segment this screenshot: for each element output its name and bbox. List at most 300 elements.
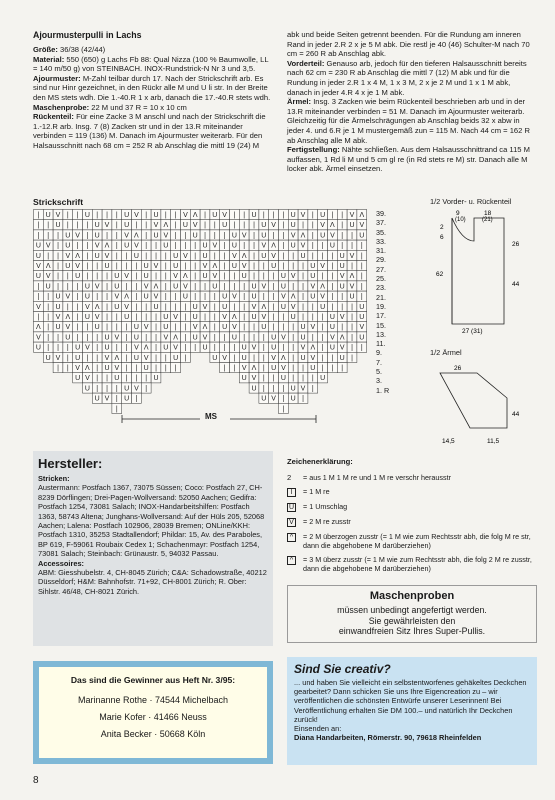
chart-symbol: U: [241, 344, 247, 352]
chart-symbol: U: [271, 365, 277, 372]
chart-symbol: U: [271, 344, 277, 352]
row-label: 39.: [376, 209, 386, 218]
stricken-label: Stricken:: [38, 474, 70, 483]
chart-symbol: U: [45, 212, 51, 219]
chart-symbol: V: [310, 324, 316, 332]
maschenproben-title: Maschenproben: [369, 590, 455, 602]
row-label: 3.: [376, 376, 382, 386]
chart-symbol: |: [76, 242, 79, 250]
chart-symbol: V: [153, 263, 159, 270]
chart-symbol: |: [262, 344, 265, 352]
winners-box: [33, 661, 273, 764]
chart-symbol: V: [36, 334, 41, 342]
chart-symbol: |: [262, 334, 265, 342]
chart-symbol: V: [222, 212, 227, 219]
chart-symbol: |: [96, 375, 99, 383]
chart-symbol: U: [320, 212, 326, 219]
chart-symbol: U: [310, 365, 316, 372]
chart-symbol: |: [37, 232, 40, 240]
chart-symbol: U: [163, 324, 169, 332]
legend-item: [287, 532, 537, 550]
chart-symbol: U: [280, 283, 286, 291]
chart-symbol: U: [339, 283, 345, 291]
chart-symbol: U: [104, 344, 110, 352]
chart-symbol: U: [359, 303, 365, 311]
chart-symbol: |: [115, 242, 118, 250]
chart-symbol: U: [320, 375, 326, 383]
legend-text: = 3 M überz zusstr (= 1 M wie zum Rechtsstr abh, die folg 2 M re zusstr, dann die abgehobene M darüberziehen): [303, 555, 532, 573]
chart-symbol: |: [282, 212, 285, 219]
chart-symbol: |: [115, 252, 118, 260]
row-label: 27.: [376, 264, 386, 274]
chart-symbol: |: [341, 232, 344, 240]
chart-symbol: |: [145, 252, 148, 260]
chart-symbol: |: [311, 314, 314, 321]
legend-text: = 1 M re: [303, 487, 330, 496]
chart-symbol: V: [359, 324, 365, 332]
chart-symbol: U: [65, 263, 71, 270]
chart-symbol: U: [251, 293, 257, 301]
knitting-chart: [33, 209, 368, 414]
chart-symbol: |: [135, 263, 138, 270]
chart-symbol: V: [241, 365, 247, 372]
row-label: 23.: [376, 283, 386, 293]
chart-symbol: |: [145, 334, 148, 342]
chart-symbol: |: [292, 365, 295, 372]
chart-symbol: Λ: [251, 365, 257, 372]
chart-symbol: |: [135, 314, 138, 321]
chart-symbol: Λ: [349, 273, 355, 281]
groesse-label: Größe:: [33, 45, 58, 54]
chart-symbol: |: [96, 385, 99, 393]
chart-symbol: |: [57, 242, 59, 250]
chart-symbol: Λ: [65, 314, 71, 321]
chart-symbol: V: [271, 252, 276, 260]
chart-symbol: Λ: [173, 334, 178, 342]
chart-symbol: |: [233, 222, 236, 230]
row-label: 17.: [376, 311, 386, 321]
chart-symbol: U: [114, 375, 120, 383]
chart-symbol: |: [292, 263, 295, 270]
chart-symbol: |: [223, 334, 226, 342]
fertig-paragraph: [287, 145, 537, 174]
chart-symbol: |: [174, 293, 177, 301]
chart-symbol: |: [57, 283, 59, 291]
chart-symbol: U: [251, 283, 257, 291]
chart-symbol: |: [341, 293, 344, 301]
chart-symbol: U: [173, 354, 179, 362]
chart-symbol: |: [184, 263, 187, 270]
chart-symbol: V: [134, 242, 139, 250]
chart-symbol: |: [174, 212, 177, 219]
chart-symbol: |: [302, 273, 304, 281]
chart-symbol: |: [174, 222, 177, 230]
chart-symbol: |: [115, 344, 118, 352]
chart-symbol: V: [349, 283, 355, 291]
chart-symbol: |: [233, 273, 236, 281]
ajourmuster-text: M-Zahl teilbar durch 17. Nach der Strickschrift arb. Es sind nur Hinr gezeichnet, in den Rückr alle M und U li str. In der Breite den MS stets wdh. Die 1.-40.R 1 x arb, danach die 17.-40.R stets wdh.: [33, 73, 271, 102]
chart-symbol: V: [202, 334, 208, 342]
chart-symbol: U: [182, 222, 188, 230]
chart-symbol: U: [153, 212, 159, 219]
chart-symbol: |: [115, 232, 118, 240]
chart-symbol: |: [341, 324, 344, 332]
chart-symbol: |: [302, 263, 304, 270]
chart-symbol: U: [143, 365, 149, 372]
chart-symbol: |: [155, 324, 157, 332]
chart-symbol: U: [143, 293, 149, 301]
chart-symbol: |: [262, 365, 265, 372]
chart-symbol: V: [290, 303, 296, 311]
legend-symbol: U: [288, 504, 295, 511]
chart-symbol: |: [302, 303, 304, 311]
chart-symbol: |: [184, 344, 187, 352]
chart-symbol: |: [302, 283, 304, 291]
chart-symbol: |: [243, 303, 246, 311]
chart-symbol: |: [184, 354, 187, 362]
chart-symbol: V: [251, 375, 257, 383]
chart-symbol: |: [243, 324, 246, 332]
row-label: 13.: [376, 329, 386, 339]
chart-symbol: |: [213, 293, 216, 301]
chart-symbol: U: [84, 385, 90, 393]
chart-symbol: V: [183, 252, 188, 260]
chart-symbol: |: [125, 354, 128, 362]
intro-text: abk und beide Seiten getrennt beenden. Für die Rundung am inneren Rand in jeder 2.R 2 x je 5 M abk. Die restl je 40 (46) Schulter-M nach 70 cm = 260 R ab Anschlag abk.: [287, 30, 530, 59]
chart-symbol: |: [272, 385, 275, 393]
chart-symbol: U: [222, 324, 228, 332]
chart-symbol: U: [124, 314, 130, 321]
chart-symbol: |: [66, 303, 69, 311]
chart-symbol: |: [243, 293, 246, 301]
rueckenteil-text: Für eine Zacke 3 M anschl und nach der Strickschrift die 1.-12.R arb. Insg. 7 (8) Zacken str und in der 13.R miteinander verbinden = 119 (136) M. Danach im Ajourmuster weiterarb. Für den Halsausschnitt nach 68 cm = 252 R ab Anschlag die mittl 19 (24) M: [33, 112, 266, 150]
chart-symbol: V: [65, 252, 71, 260]
chart-symbol: U: [359, 334, 365, 342]
ajourmuster-paragraph: [33, 74, 273, 103]
chart-symbol: |: [57, 344, 59, 352]
chart-symbol: U: [300, 252, 306, 260]
chart-symbol: V: [94, 242, 100, 250]
chart-symbol: |: [155, 314, 157, 321]
chart-symbol: V: [330, 334, 335, 342]
chart-symbol: V: [202, 263, 208, 270]
chart-symbol: |: [233, 344, 236, 352]
chart-symbol: |: [302, 293, 304, 301]
chart-symbol: U: [320, 232, 326, 240]
chart-symbol: U: [45, 354, 51, 362]
legend-item: [287, 487, 537, 497]
chart-symbol: U: [153, 232, 159, 240]
chart-symbol: U: [133, 252, 139, 260]
chart-symbol: |: [194, 273, 197, 281]
chart-symbol: V: [202, 303, 208, 311]
chart-symbol: U: [192, 334, 198, 342]
chart-symbol: |: [341, 365, 344, 372]
chart-symbol: |: [155, 354, 157, 362]
chart-symbol: |: [145, 303, 148, 311]
chart-symbol: |: [135, 273, 138, 281]
chart-symbol: |: [341, 212, 344, 219]
chart-symbol: V: [222, 354, 227, 362]
maschenprobe-label: Maschenprobe:: [33, 102, 90, 112]
chart-symbol: |: [184, 314, 187, 321]
maschenproben-line: Sie gewährleisten den: [368, 615, 456, 626]
chart-symbol: U: [202, 344, 208, 352]
chart-symbol: Λ: [36, 324, 41, 332]
chart-symbol: |: [331, 263, 334, 270]
chart-symbol: Λ: [45, 263, 51, 270]
chart-symbol: U: [192, 232, 198, 240]
chart-symbol: U: [104, 334, 110, 342]
chart-symbol: V: [251, 303, 257, 311]
chart-symbol: V: [183, 212, 188, 219]
chart-symbol: U: [173, 263, 179, 270]
chart-symbol: |: [282, 242, 285, 250]
chart-symbol: |: [360, 252, 363, 260]
chart-symbol: U: [65, 334, 71, 342]
chart-symbol: Λ: [143, 344, 149, 352]
chart-symbol: V: [339, 314, 345, 321]
chart-symbol: |: [96, 273, 99, 281]
chart-symbol: |: [145, 375, 148, 383]
row-label: 5.: [376, 367, 382, 377]
chart-symbol: |: [194, 242, 197, 250]
chart-symbol: U: [231, 334, 237, 342]
chart-symbol: |: [155, 334, 157, 342]
chart-symbol: Λ: [85, 365, 90, 372]
chart-symbol: |: [155, 252, 157, 260]
row-label: 21.: [376, 292, 386, 302]
chart-symbol: U: [84, 212, 90, 219]
chart-symbol: |: [351, 314, 353, 321]
chart-symbol: |: [174, 324, 177, 332]
chart-symbol: U: [75, 344, 81, 352]
schema-m7: 27 (31): [462, 328, 483, 335]
chart-symbol: |: [86, 334, 89, 342]
chart-symbol: |: [86, 273, 89, 281]
chart-symbol: U: [251, 212, 257, 219]
chart-symbol: |: [321, 365, 324, 372]
chart-symbol: |: [155, 273, 157, 281]
chart-symbol: V: [290, 273, 296, 281]
winners-inner: [39, 667, 267, 758]
chart-symbol: |: [106, 283, 108, 291]
ajourmuster-label: Ajourmuster:: [33, 73, 81, 83]
schema-m6: 44: [512, 281, 520, 288]
legend-symbol: ^: [287, 556, 296, 565]
legend-symbol: ^: [287, 533, 296, 542]
chart-symbol: V: [173, 344, 178, 352]
chart-symbol: U: [300, 334, 306, 342]
chart-symbol: |: [47, 334, 50, 342]
chart-symbol: |: [155, 344, 157, 352]
chart-symbol: |: [331, 252, 334, 260]
schema-m4: 26: [512, 241, 520, 248]
chart-symbol: V: [173, 273, 178, 281]
chart-symbol: |: [164, 365, 167, 372]
chart-symbol: |: [311, 303, 314, 311]
chart-symbol: |: [57, 365, 59, 372]
row-label: 15.: [376, 320, 386, 330]
legend-title: Zeichenerklärung:: [287, 457, 353, 466]
schema-m11: 11,5: [487, 438, 500, 445]
chart-symbol: |: [351, 354, 353, 362]
chart-symbol: U: [84, 283, 90, 291]
chart-symbol: |: [135, 395, 138, 403]
chart-symbol: U: [153, 375, 159, 383]
chart-symbol: V: [330, 232, 335, 240]
chart-symbol: |: [194, 283, 197, 291]
chart-symbol: U: [124, 395, 130, 403]
chart-symbol: |: [223, 365, 226, 372]
chart-symbol: |: [96, 344, 99, 352]
chart-symbol: |: [164, 354, 167, 362]
chart-symbol: U: [251, 314, 257, 321]
chart-symbol: V: [153, 222, 159, 230]
chart-symbol: V: [349, 212, 355, 219]
chart-symbol: |: [243, 283, 246, 291]
chart-symbol: |: [106, 293, 108, 301]
chart-symbol: |: [37, 222, 40, 230]
hersteller-box: [33, 451, 273, 646]
chart-symbol: |: [37, 293, 40, 301]
chart-symbol: Λ: [134, 232, 139, 240]
chart-symbol: |: [272, 273, 275, 281]
chart-symbol: U: [114, 283, 120, 291]
chart-symbol: |: [57, 273, 59, 281]
chart-symbol: Λ: [281, 354, 286, 362]
chart-symbol: |: [76, 334, 79, 342]
chart-symbol: U: [241, 273, 247, 281]
chart-symbol: |: [96, 334, 99, 342]
row-label: 7.: [376, 357, 382, 367]
chart-symbol: V: [300, 212, 306, 219]
chart-symbol: Λ: [114, 354, 120, 362]
chart-symbol: V: [65, 324, 71, 332]
chart-symbol: |: [37, 283, 40, 291]
chart-symbol: U: [339, 263, 345, 270]
chart-symbol: U: [241, 375, 247, 383]
chart-symbol: |: [311, 334, 314, 342]
chart-symbol: U: [290, 314, 296, 321]
chart-symbol: |: [223, 242, 226, 250]
chart-symbol: V: [339, 273, 345, 281]
chart-symbol: |: [262, 385, 265, 393]
rueckenteil-label: Rückenteil:: [33, 112, 74, 122]
chart-symbol: V: [251, 344, 257, 352]
chart-symbol: |: [272, 375, 275, 383]
chart-symbol: |: [135, 293, 138, 301]
chart-symbol: V: [85, 303, 90, 311]
chart-symbol: U: [133, 354, 139, 362]
chart-symbol: U: [349, 222, 355, 230]
chart-symbol: V: [134, 385, 139, 393]
winner-name: Anita Becker · 50668 Köln: [100, 729, 206, 739]
chart-symbol: U: [280, 273, 286, 281]
accessoires-paragraph: [38, 559, 268, 597]
creativ-box: [287, 657, 537, 765]
chart-symbol: U: [339, 252, 345, 260]
chart-symbol: U: [231, 232, 237, 240]
schema-m5: 62: [436, 271, 444, 278]
chart-symbol: |: [47, 293, 50, 301]
chart-symbol: |: [164, 293, 167, 301]
chart-symbol: U: [192, 314, 198, 321]
ms-label: MS: [205, 412, 217, 421]
chart-symbol: |: [106, 375, 108, 383]
chart-symbol: V: [75, 232, 80, 240]
chart-symbol: |: [145, 232, 148, 240]
chart-symbol: |: [292, 344, 295, 352]
chart-symbol: |: [213, 314, 216, 321]
chart-symbol: |: [292, 375, 295, 383]
chart-symbol: U: [84, 314, 90, 321]
chart-symbol: |: [115, 314, 118, 321]
chart-symbol: V: [173, 314, 178, 321]
chart-symbol: |: [243, 212, 246, 219]
chart-symbol: Λ: [75, 252, 80, 260]
row-label: 37.: [376, 218, 386, 228]
chart-symbol: V: [290, 232, 296, 240]
chart-symbol: |: [86, 232, 89, 240]
chart-symbol: V: [241, 232, 247, 240]
chart-symbol: V: [85, 344, 90, 352]
chart-symbol: |: [66, 222, 69, 230]
chart-symbol: |: [331, 354, 334, 362]
chart-symbol: Λ: [104, 242, 110, 250]
schema-title-sleeve: 1/2 Ärmel: [430, 348, 462, 357]
vorderteil-label: Vorderteil:: [287, 58, 325, 68]
chart-symbol: |: [164, 252, 167, 260]
winner-name: Marinanne Rothe · 74544 Michelbach: [77, 695, 229, 705]
chart-symbol: |: [292, 334, 295, 342]
legend-symbol: 2: [287, 473, 292, 482]
chart-symbol: |: [253, 324, 255, 332]
chart-symbol: |: [174, 232, 177, 240]
creativ-title: Sind Sie creativ?: [294, 662, 391, 676]
chart-symbol: |: [262, 263, 265, 270]
ms-bracket: [120, 414, 320, 424]
row-label: 31.: [376, 246, 386, 256]
maschenprobe-text: 22 M und 37 R = 10 x 10 cm: [91, 102, 187, 112]
chart-symbol: V: [75, 263, 80, 270]
chart-symbol: |: [331, 212, 334, 219]
chart-symbol: U: [35, 344, 41, 352]
chart-symbol: |: [135, 375, 138, 383]
chart-symbol: U: [310, 263, 316, 270]
chart-symbol: V: [271, 222, 276, 230]
chart-symbol: V: [75, 365, 80, 372]
chart-symbol: |: [213, 232, 216, 240]
chart-symbol: V: [232, 293, 237, 301]
chart-symbol: |: [223, 263, 226, 270]
chart-symbol: V: [104, 252, 110, 260]
schema-m1b: (10): [455, 217, 466, 223]
chart-symbol: |: [233, 303, 236, 311]
chart-symbol: V: [310, 283, 316, 291]
chart-symbol: |: [57, 334, 59, 342]
chart-symbol: U: [182, 293, 188, 301]
chart-symbol: |: [66, 212, 69, 219]
chart-symbol: U: [271, 263, 277, 270]
chart-symbol: |: [96, 212, 99, 219]
schema-m2b: (21): [482, 217, 493, 223]
aermel-text: Insg. 3 Zacken wie beim Rückenteil beschrieben arb und in der 13.R miteinander verbinden = 51 M. Danach im Ajourmuster weiterarb. Gleichzeitig für die Ärmelschrägungen ab Anschlag beids 32 x abw in jeder 4. und 6.R je 1 M mustergemäß zun = 115 M. Nach 44 cm = 162 R ab Anschlag alle M abk.: [287, 97, 530, 145]
chart-symbol: U: [261, 395, 267, 403]
chart-symbol: |: [253, 263, 255, 270]
chart-symbol: |: [76, 324, 79, 332]
chart-symbol: |: [282, 344, 285, 352]
